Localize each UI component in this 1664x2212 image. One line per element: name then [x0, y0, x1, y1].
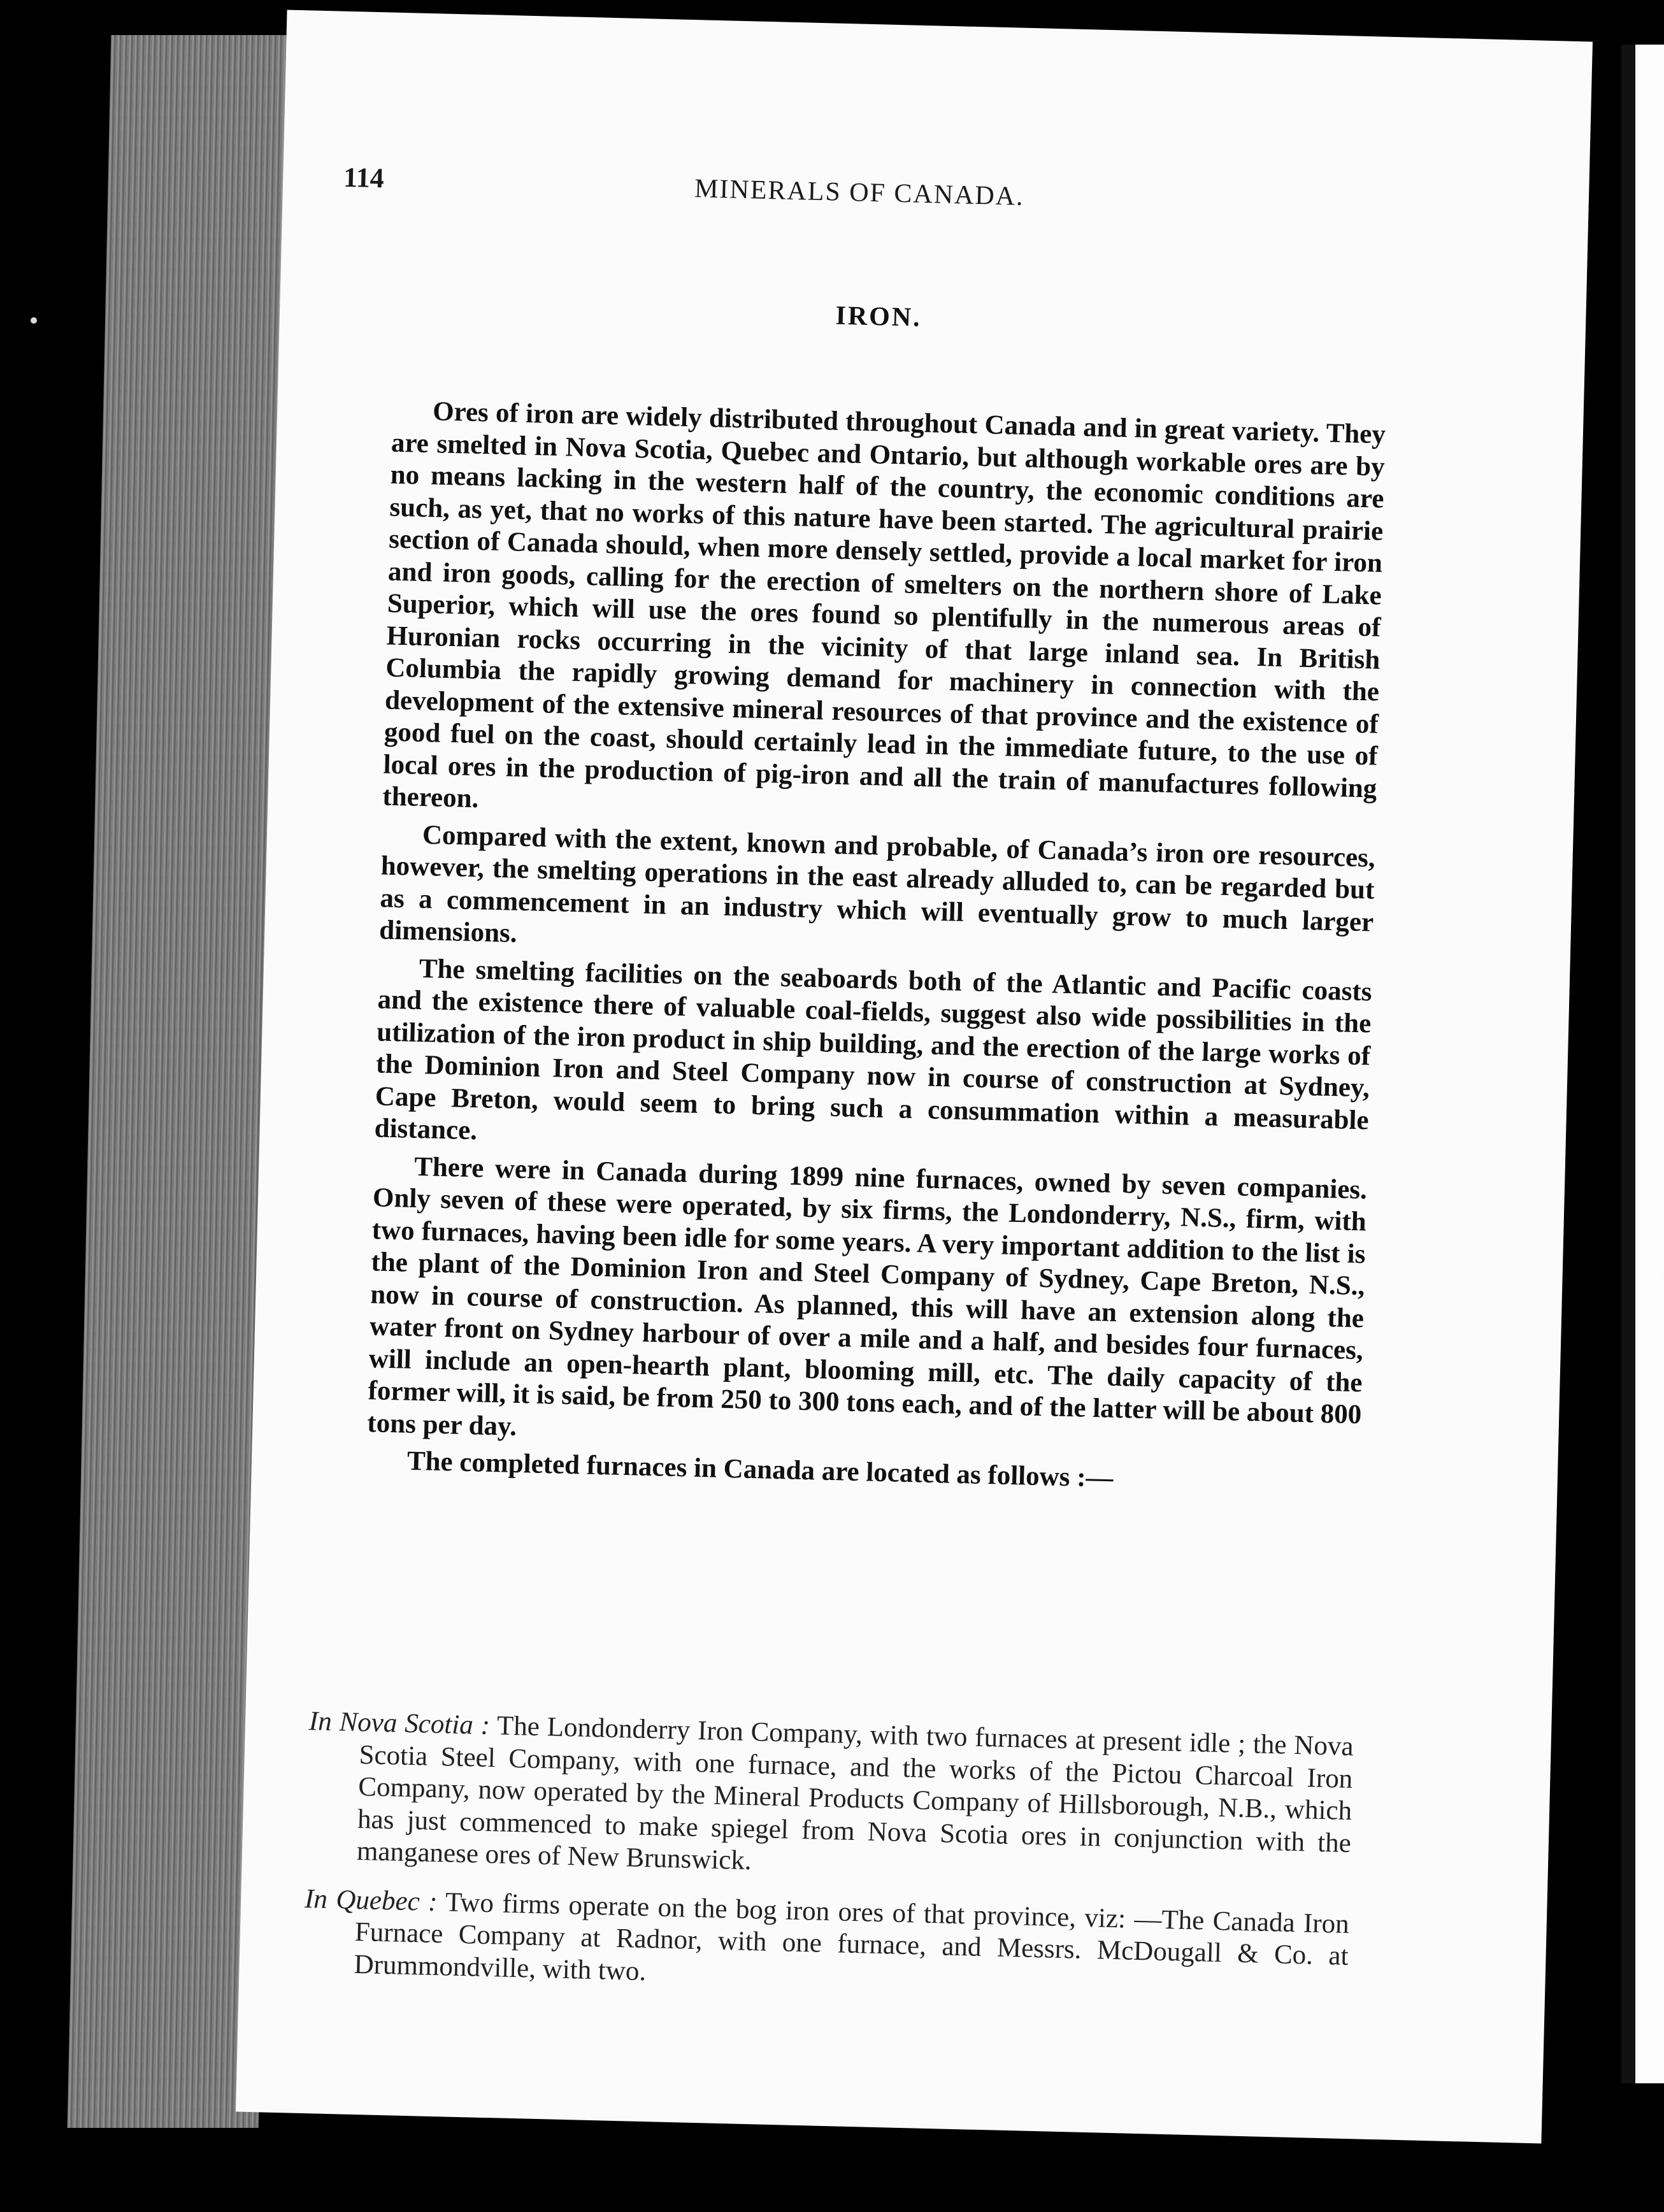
body-text — [366, 395, 1386, 1506]
paragraph: Ores of iron are widely distributed throughout Canada and in great variety. They are smelted in Nova Scotia, Quebec and Ontario, but although workable ores are by no means lacking in the western half of the country, the economic conditions are such, as yet, that no works of this nature have been started. The agricultural prairie section of Canada should, when more densely settled, provide a local market for iron and iron goods, calling for the erection of smelters on the northern shore of Lake Superior, which will use the ores found so plentifully in the numerous areas of Huronian rocks occurring in the vicinity of that large inland sea. In British Columbia the rapidly growing demand for machinery in connection with the development of the extensive mineral resources of that province and the existence of good fuel on the coast, should certainly lead in the immediate future, to the use of local ores in the production of pig-iron and all the train of manufactures following thereon. — [382, 396, 1386, 814]
paragraph: There were in Canada during 1899 nine furnaces, owned by seven companies. Only seven of these were operated, by six firms, the Londonderry, N.S., firm, with two furnaces, having been idle for some years. A very important addition to the list is the plant of the Dominion Iron and Steel Company of Sydney, Cape Breton, N.S., now in course of construction. As planned, this will have an extension along the water front on Sydney harbour of over a mile and a half, and besides four furnaces, will include an open-hearth plant, blooming mill, etc. The daily capacity of the former will, it is said, be from 250 to 300 tons each, and of the latter will be about 800 tons per day. — [366, 1151, 1368, 1442]
page-header — [343, 161, 1554, 235]
book-page — [236, 10, 1593, 2143]
province-text: Two firms operate on the bog iron ores of that province, viz: —The Canada Iron Furnace Company at Radnor, with one furnace, and Messrs. McDougall & Co. at Drummondville, with two. — [354, 1886, 1350, 1986]
province-entry — [303, 1883, 1349, 2006]
paragraph: The completed furnaces in Canada are located as follows :— — [406, 1446, 1114, 1493]
paragraph: Compared with the extent, known and probable, of Canada’s iron ore resources, however, the smelting operations in the east already alluded to, can be regarded but as a commencement in an industry which will eventually grow to much larger dimensions. — [378, 819, 1376, 949]
province-text: The Londonderry Iron Company, with two furnaces at present idle ; the Nova Scotia Steel Company, with one furnace, and the works of the Pictou Charcoal Iron Company, now operated by the Mineral Products Company of Hillsborough, N.B., which has just commenced to make spiegel from Nova Scotia ores in conjunction with the manganese ores of New Brunswick. — [356, 1711, 1354, 1876]
province-list — [302, 1706, 1354, 2022]
province-entry — [305, 1706, 1354, 1892]
paragraph: The smelting facilities on the seaboards both of the Atlantic and Pacific coasts and the existence there of valuable coal-fields, suggest also wide possibilities in the utilization of the iron product in ship building, and the erection of the large works of the Dominion Iron and Steel Company now in course of construction at Sydney, Cape Breton, would seem to bring such a consummation within a measurable distance. — [374, 953, 1373, 1146]
scan-speck — [31, 317, 37, 324]
province-label: In Quebec : — [304, 1883, 438, 1917]
province-label: In Nova Scotia : — [308, 1706, 491, 1741]
scan-speck — [1655, 1274, 1659, 1278]
running-title: MINERALS OF CANADA. — [694, 174, 1025, 212]
section-title: IRON. — [835, 301, 922, 333]
facing-page-edge — [1621, 45, 1664, 2083]
page-number: 114 — [343, 161, 385, 194]
